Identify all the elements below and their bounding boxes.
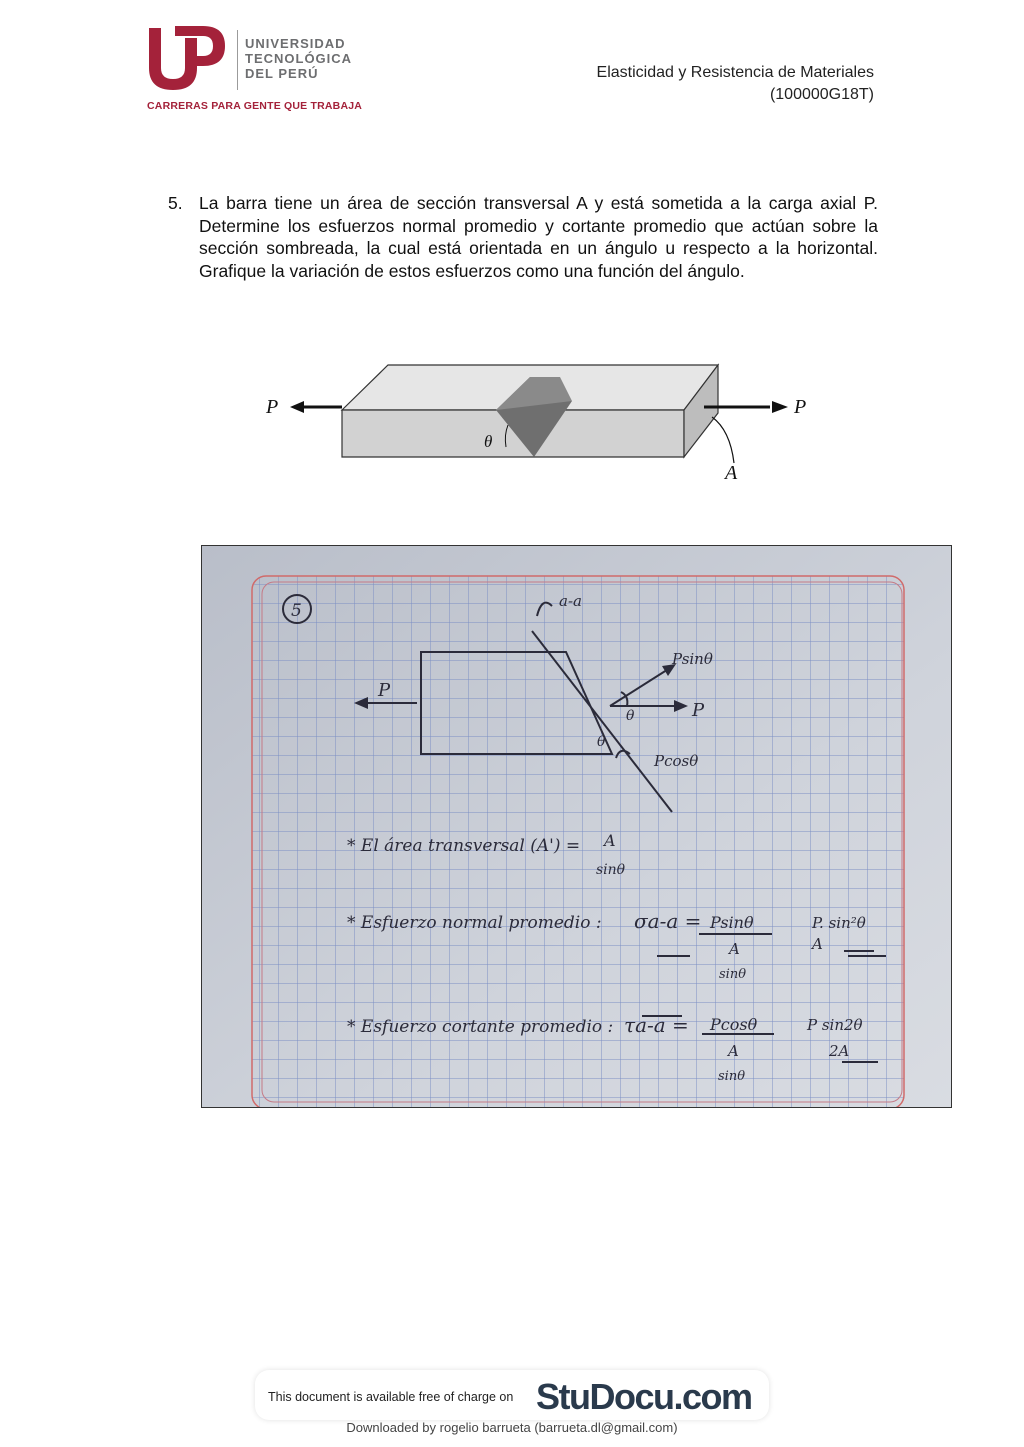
normal-stress-mid-num: A bbox=[729, 940, 740, 958]
force-label-right: P bbox=[692, 700, 705, 721]
studocu-banner[interactable] bbox=[255, 1370, 769, 1420]
studocu-logo-docu: Docu bbox=[589, 1376, 674, 1417]
logo-university-name bbox=[245, 36, 352, 81]
studocu-availability-text: This document is available free of charge on bbox=[268, 1390, 514, 1404]
solution-sheet bbox=[202, 546, 952, 1108]
load-label-right: P bbox=[794, 396, 807, 418]
problem-number: 5. bbox=[168, 193, 183, 213]
bar-diagram bbox=[260, 355, 820, 490]
section-label: a-a bbox=[559, 592, 582, 610]
area-label: A bbox=[725, 462, 738, 484]
shear-stress-symbol: τa-a = bbox=[624, 1013, 689, 1037]
logo-line-1: UNIVERSIDAD bbox=[245, 36, 346, 51]
university-logo bbox=[145, 24, 365, 120]
theta-label-2: θ bbox=[597, 734, 606, 750]
normal-stress-mid-den: sinθ bbox=[719, 967, 747, 982]
studocu-logo[interactable] bbox=[536, 1376, 752, 1418]
area-line-label: * El área transversal (A') = bbox=[347, 836, 581, 856]
pcos-label: Pcosθ bbox=[654, 752, 699, 770]
studocu-logo-com: .com bbox=[673, 1376, 752, 1417]
solution-number: 5 bbox=[291, 601, 302, 621]
area-line-den: sinθ bbox=[596, 862, 626, 878]
bar-figure bbox=[260, 355, 820, 490]
problem-statement bbox=[168, 192, 878, 282]
course-header bbox=[597, 62, 874, 106]
normal-stress-result-den: A bbox=[812, 935, 823, 953]
normal-stress-symbol: σa-a = bbox=[634, 909, 702, 933]
shear-stress-result-den: 2A bbox=[829, 1042, 850, 1060]
shear-stress-num: Pcosθ bbox=[710, 1015, 758, 1034]
force-label-left: P bbox=[378, 680, 391, 701]
normal-stress-label: * Esfuerzo normal promedio : bbox=[347, 913, 602, 933]
theta-label-1: θ bbox=[626, 708, 635, 724]
area-line-num: A bbox=[604, 831, 616, 850]
problem-text: La barra tiene un área de sección transversal A y está sometida a la carga axial P. Determine los esfuerzos normal promedio y cortante promedio que actúan sobre la sección sombreada, la cual está orientada en un ángulo u respecto a la horizontal. Grafique la variación de estos esfuerzos como una función del ángulo. bbox=[199, 193, 878, 281]
angle-label: θ bbox=[484, 432, 493, 451]
shear-stress-result-num: P sin2θ bbox=[807, 1016, 863, 1034]
course-code: (100000G18T) bbox=[769, 86, 874, 103]
normal-stress-num: Psinθ bbox=[710, 913, 754, 932]
utp-logo-mark-icon bbox=[145, 24, 237, 96]
logo-line-2: TECNOLÓGICA bbox=[245, 51, 353, 66]
handwritten-solution-photo bbox=[201, 545, 952, 1108]
logo-line-3: DEL PERÚ bbox=[245, 66, 319, 81]
studocu-logo-stu: Stu bbox=[536, 1376, 590, 1417]
shear-stress-label: * Esfuerzo cortante promedio : bbox=[347, 1017, 614, 1037]
shear-stress-mid-num: A bbox=[728, 1042, 739, 1060]
shear-stress-mid-den: sinθ bbox=[718, 1069, 746, 1084]
normal-stress-result-num: P. sin²θ bbox=[812, 914, 866, 932]
logo-tagline: CARRERAS PARA GENTE QUE TRABAJA bbox=[147, 100, 363, 112]
logo-divider bbox=[237, 30, 238, 90]
download-notice: Downloaded by rogelio barrueta (barrueta.dl@gmail.com) bbox=[346, 1420, 678, 1435]
course-title: Elasticidad y Resistencia de Materiales bbox=[596, 64, 874, 81]
load-label-left: P bbox=[266, 396, 279, 418]
psin-label: Psinθ bbox=[672, 650, 713, 668]
